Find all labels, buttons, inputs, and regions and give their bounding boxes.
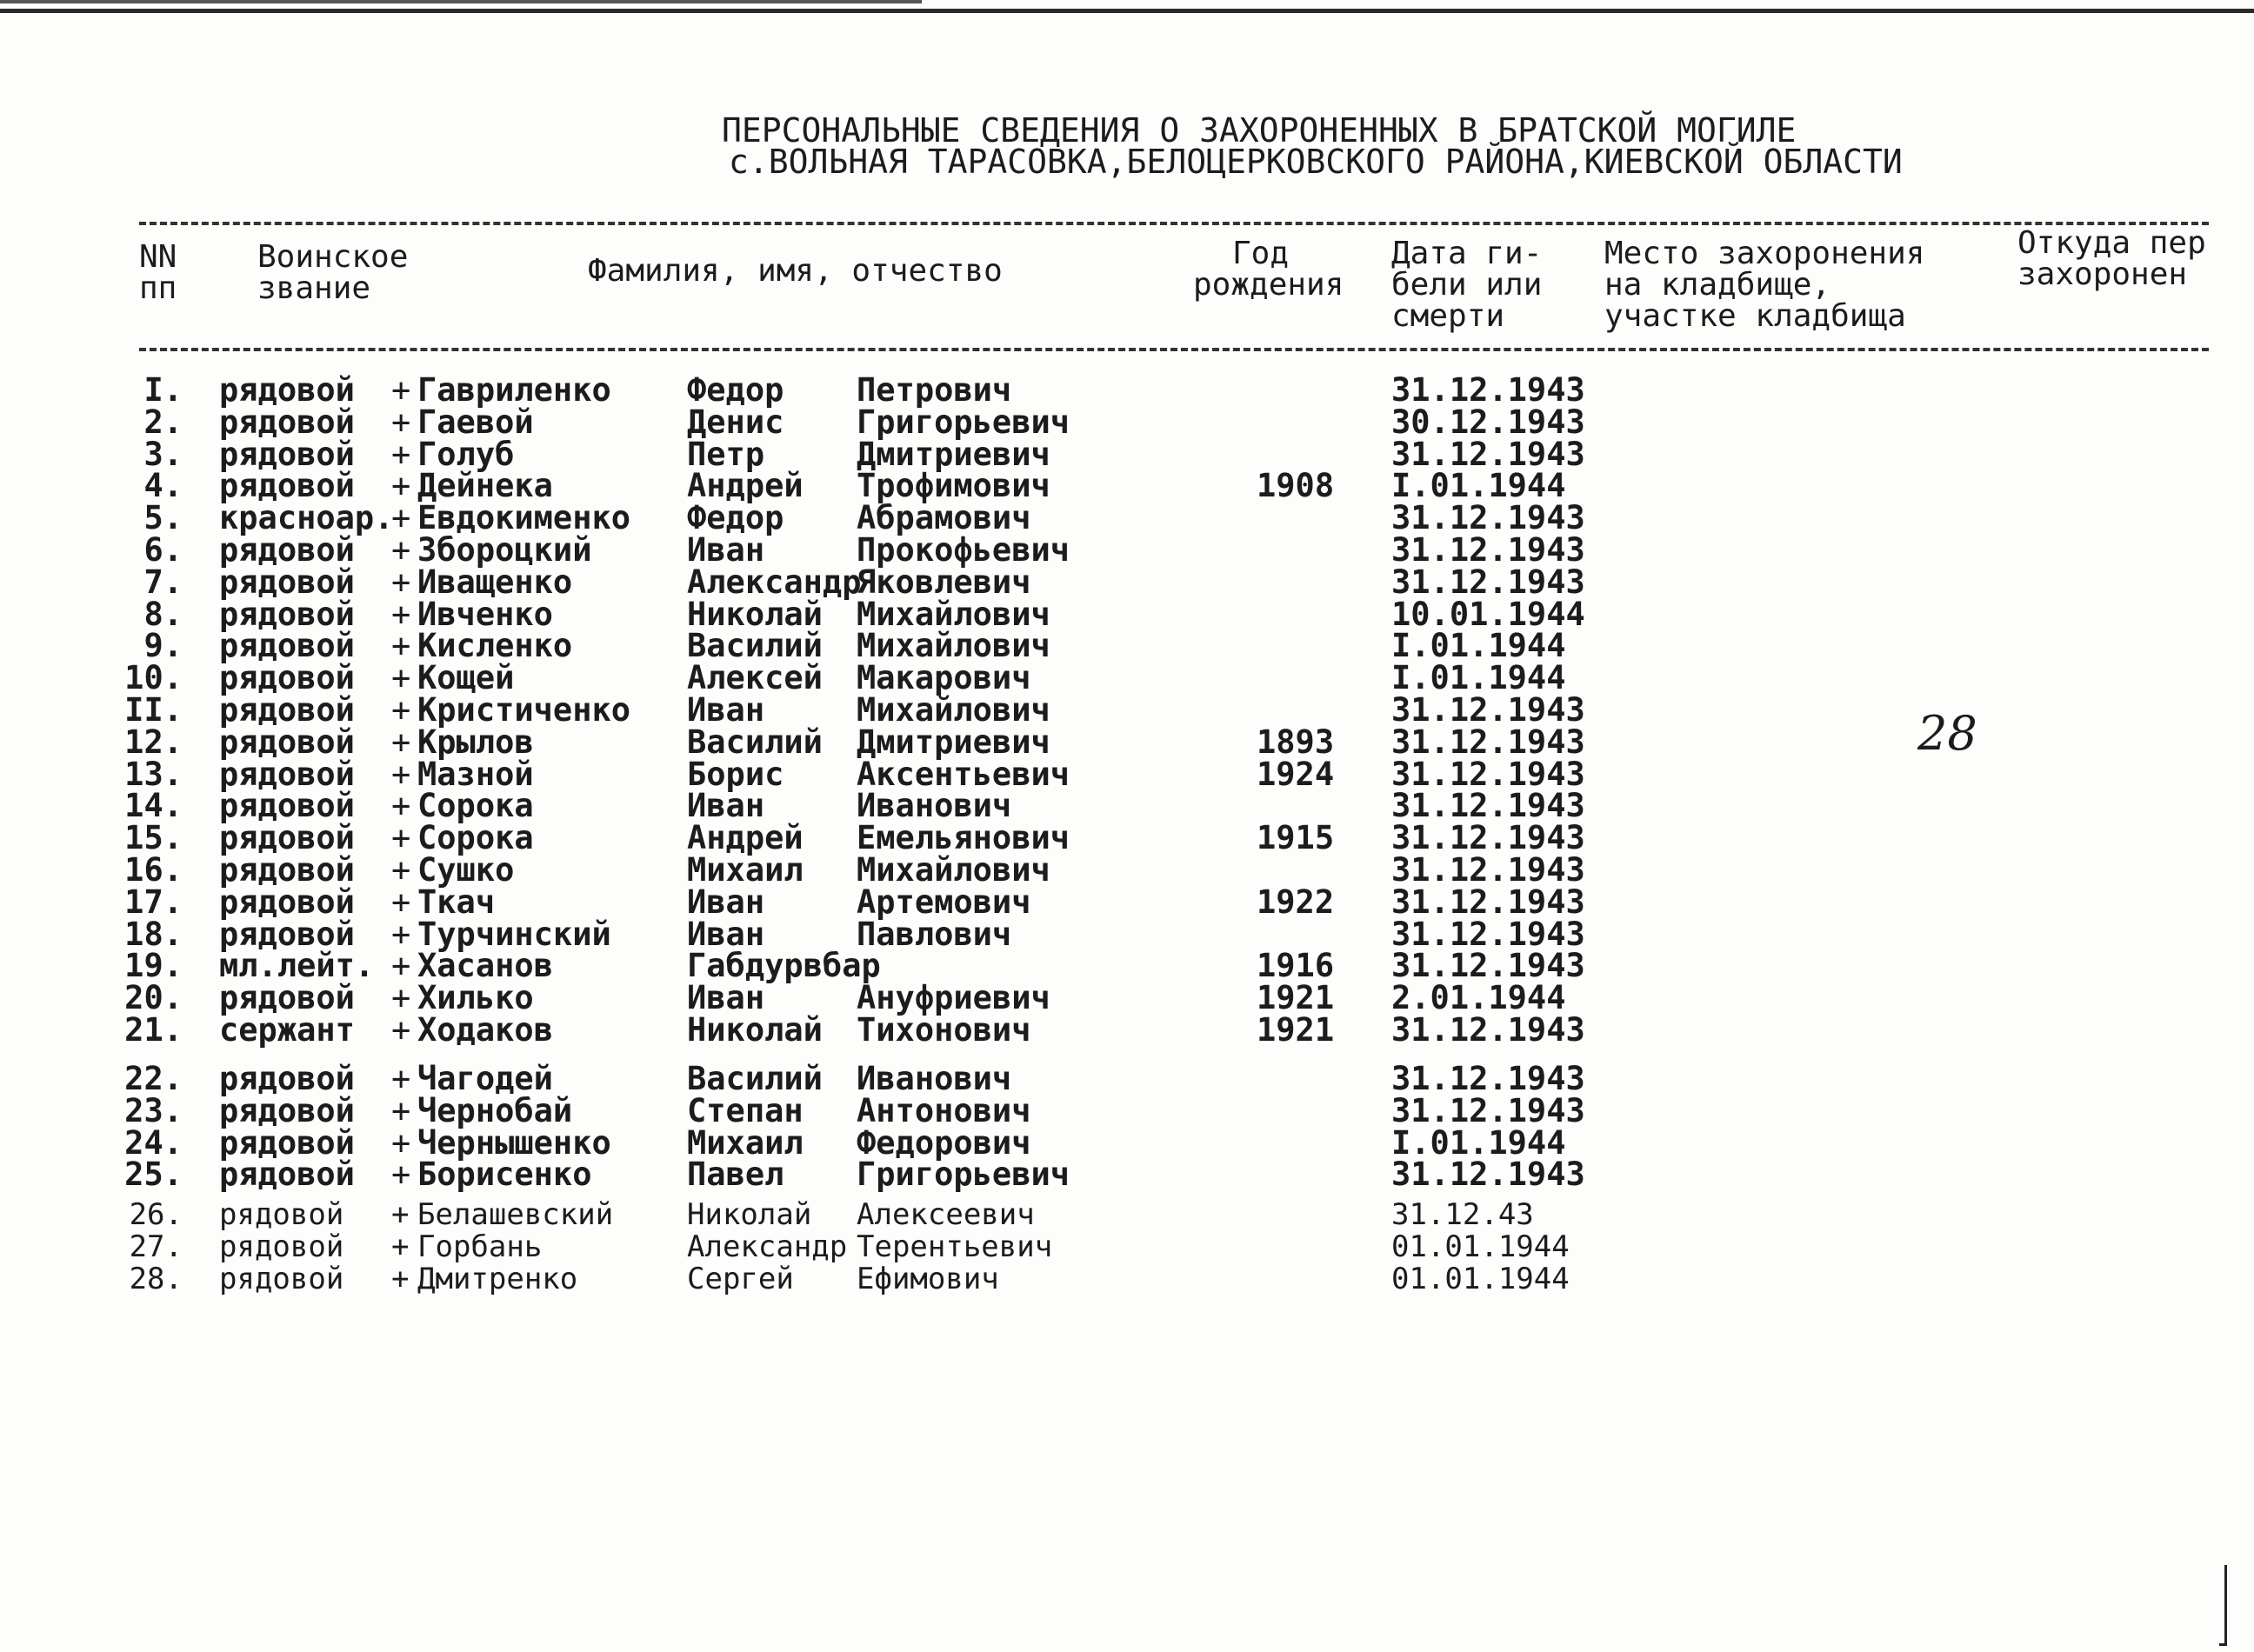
first-name: Николай (687, 1011, 823, 1049)
surname: Дмитренко (417, 1262, 578, 1296)
header-birth-year: Год рождения (1193, 236, 1344, 303)
cross-mark: + (391, 627, 411, 665)
patronymic: Михайлович (857, 595, 1050, 633)
rank: рядовой (219, 467, 355, 505)
first-name: Иван (687, 979, 765, 1017)
row-number: 7. (143, 563, 183, 601)
first-name: Николай (687, 595, 823, 633)
cross-mark: + (391, 595, 411, 633)
rank: рядовой (219, 435, 355, 473)
death-date: 2.01.1944 (1391, 979, 1566, 1017)
rank: рядовой (219, 723, 355, 761)
patronymic: Михайлович (857, 851, 1050, 889)
rank: рядовой (219, 1229, 344, 1264)
first-name: Василий (687, 1060, 823, 1097)
first-name: Габдурвбар (687, 947, 881, 985)
birth-year: 1924 (1257, 755, 1335, 793)
row-number: 25. (124, 1156, 183, 1194)
rank: рядовой (219, 627, 355, 665)
death-date: 31.12.1943 (1391, 723, 1585, 761)
header-full-name: Фамилия, имя, отчество (588, 253, 1003, 289)
surname: Кристиченко (417, 691, 631, 729)
header-burial-place: Место захоронения на кладбище, участке кладбища (1604, 236, 1925, 334)
table-row (0, 851, 2254, 889)
rank: мл.лейт. (219, 947, 375, 985)
cross-mark: + (391, 403, 411, 441)
row-number: 8. (143, 595, 183, 633)
patronymic: Трофимович (857, 467, 1050, 505)
row-number: 2. (143, 403, 183, 441)
surname: Гавриленко (417, 371, 611, 409)
row-number: 5. (143, 499, 183, 537)
surname: Кисленко (417, 627, 573, 665)
first-name: Федор (687, 499, 784, 537)
death-date: 31.12.1943 (1391, 435, 1585, 473)
first-name: Сергей (687, 1262, 794, 1296)
row-number: 4. (143, 467, 183, 505)
death-date: 31.12.1943 (1391, 1156, 1585, 1194)
surname: Ивченко (417, 595, 553, 633)
surname: Крылов (417, 723, 534, 761)
table-row (0, 915, 2254, 953)
cross-mark: + (391, 1011, 411, 1049)
patronymic: Ануфриевич (857, 979, 1050, 1017)
birth-year: 1921 (1257, 1011, 1335, 1049)
rank: рядовой (219, 915, 355, 953)
rank: рядовой (219, 563, 355, 601)
death-date: 31.12.1943 (1391, 787, 1585, 825)
row-number: 18. (124, 915, 183, 953)
death-date: 10.01.1944 (1391, 595, 1585, 633)
cross-mark: + (391, 499, 411, 537)
surname: Збороцкий (417, 531, 592, 569)
surname: Голуб (417, 435, 515, 473)
table-row (0, 949, 2254, 983)
row-number: 26. (129, 1197, 183, 1232)
table-row (0, 467, 2254, 505)
patronymic: Дмитриевич (857, 435, 1050, 473)
row-number: 20. (124, 979, 183, 1017)
patronymic: Михайлович (857, 691, 1050, 729)
death-date: 31.12.1943 (1391, 531, 1585, 569)
table-row (0, 1011, 2254, 1049)
surname: Кощей (417, 659, 515, 697)
cross-mark: + (391, 531, 411, 569)
first-name: Андрей (687, 467, 804, 505)
cross-mark: + (391, 1156, 411, 1194)
surname: Дейнека (417, 467, 553, 505)
surname: Хасанов (417, 947, 553, 985)
death-date: 31.12.1943 (1391, 819, 1585, 857)
patronymic: Яковлевич (857, 563, 1031, 601)
table-row (0, 1198, 2254, 1231)
table-row (0, 979, 2254, 1017)
death-date: I.01.1944 (1391, 1123, 1566, 1162)
patronymic: Прокофьевич (857, 531, 1070, 569)
table-row (0, 499, 2254, 537)
patronymic: Терентьевич (857, 1229, 1053, 1264)
death-date: 31.12.1943 (1391, 1091, 1585, 1129)
patronymic: Макарович (857, 659, 1031, 697)
table-row (0, 531, 2254, 569)
death-date: 31.12.1943 (1391, 499, 1585, 537)
table-row (0, 691, 2254, 729)
first-name: Василий (687, 723, 823, 761)
surname: Хилько (417, 979, 534, 1017)
surname: Гаевой (417, 403, 534, 441)
row-number: 14. (124, 787, 183, 825)
surname: Борисенко (417, 1156, 592, 1194)
table-row (0, 659, 2254, 697)
patronymic: Михайлович (857, 627, 1050, 665)
scan-mark (2219, 1565, 2227, 1646)
surname: Чагодей (417, 1060, 553, 1097)
patronymic: Аксентьевич (857, 755, 1070, 793)
first-name: Денис (687, 403, 784, 441)
first-name: Василий (687, 627, 823, 665)
row-number: 22. (124, 1060, 183, 1097)
rank: рядовой (219, 1123, 355, 1162)
death-date: 31.12.1943 (1391, 1011, 1585, 1049)
first-name: Александр (687, 1229, 848, 1264)
row-number: 16. (124, 851, 183, 889)
cross-mark: + (391, 851, 411, 889)
first-name: Петр (687, 435, 765, 473)
header-number: NN пп (139, 239, 177, 306)
rank: рядовой (219, 1262, 344, 1296)
patronymic: Алексеевич (857, 1197, 1035, 1232)
rank: рядовой (219, 371, 355, 409)
birth-year: 1915 (1257, 819, 1335, 857)
death-date: I.01.1944 (1391, 627, 1566, 665)
cross-mark: + (391, 755, 411, 793)
surname: Сорока (417, 819, 534, 857)
handwritten-note: 28 (1917, 706, 1977, 761)
patronymic: Абрамович (857, 499, 1031, 537)
rank: рядовой (219, 595, 355, 633)
cross-mark: + (391, 723, 411, 761)
row-number: 10. (124, 659, 183, 697)
first-name: Борис (687, 755, 784, 793)
rank: рядовой (219, 1197, 344, 1232)
first-name: Алексей (687, 659, 823, 697)
rank: рядовой (219, 1060, 355, 1097)
patronymic: Федорович (857, 1123, 1031, 1162)
table-row (0, 1156, 2254, 1194)
rank: рядовой (219, 787, 355, 825)
row-number: 23. (124, 1091, 183, 1129)
table-row (0, 629, 2254, 663)
table-row (0, 371, 2254, 409)
cross-mark: + (391, 1262, 410, 1296)
cross-mark: + (391, 1060, 411, 1097)
first-name: Иван (687, 787, 765, 825)
table-row (0, 755, 2254, 793)
row-number: 13. (124, 755, 183, 793)
death-date: 01.01.1944 (1391, 1229, 1570, 1264)
surname: Чернышенко (417, 1123, 611, 1162)
death-date: 01.01.1944 (1391, 1262, 1570, 1296)
first-name: Александр (687, 563, 862, 601)
death-date: 31.12.1943 (1391, 563, 1585, 601)
patronymic: Антонович (857, 1091, 1031, 1129)
rank: рядовой (219, 531, 355, 569)
table-row (0, 1091, 2254, 1129)
table-row (0, 789, 2254, 823)
table-row (0, 595, 2254, 633)
surname: Сорока (417, 787, 534, 825)
first-name: Михаил (687, 851, 804, 889)
death-date: 31.12.1943 (1391, 371, 1585, 409)
death-date: 31.12.1943 (1391, 915, 1585, 953)
patronymic: Иванович (857, 1060, 1012, 1097)
row-number: I. (143, 371, 183, 409)
patronymic: Павлович (857, 915, 1012, 953)
rank: рядовой (219, 851, 355, 889)
row-number: 9. (143, 627, 183, 665)
birth-year: 1916 (1257, 947, 1335, 985)
table-row (0, 563, 2254, 601)
first-name: Федор (687, 371, 784, 409)
row-number: 6. (143, 531, 183, 569)
death-date: 31.12.43 (1391, 1197, 1534, 1232)
table-row (0, 403, 2254, 441)
death-date: 31.12.1943 (1391, 1060, 1585, 1097)
surname: Ходаков (417, 1011, 553, 1049)
death-date: 31.12.1943 (1391, 883, 1585, 921)
row-number: 17. (124, 883, 183, 921)
surname: Иващенко (417, 563, 573, 601)
row-number: 19. (124, 947, 183, 985)
birth-year: 1908 (1257, 467, 1335, 505)
rank: рядовой (219, 691, 355, 729)
cross-mark: + (391, 1197, 410, 1232)
surname: Чернобай (417, 1091, 573, 1129)
death-date: I.01.1944 (1391, 659, 1566, 697)
death-date: 31.12.1943 (1391, 691, 1585, 729)
cross-mark: + (391, 1123, 411, 1162)
cross-mark: + (391, 883, 411, 921)
cross-mark: + (391, 563, 411, 601)
patronymic: Тихонович (857, 1011, 1031, 1049)
title-line-2: с.ВОЛЬНАЯ ТАРАСОВКА,БЕЛОЦЕРКОВСКОГО РАЙОНА,КИЕВСКОЙ ОБЛАСТИ (729, 143, 1903, 181)
header-origin: Откуда пер захоронен (2017, 225, 2206, 292)
scan-edge (0, 9, 2254, 13)
cross-mark: + (391, 467, 411, 505)
first-name: Андрей (687, 819, 804, 857)
first-name: Павел (687, 1156, 784, 1194)
table-row (0, 1262, 2254, 1296)
death-date: 31.12.1943 (1391, 755, 1585, 793)
patronymic: Ефимович (857, 1262, 999, 1296)
patronymic: Петрович (857, 371, 1012, 409)
cross-mark: + (391, 435, 411, 473)
first-name: Иван (687, 531, 765, 569)
rank: рядовой (219, 883, 355, 921)
birth-year: 1922 (1257, 883, 1335, 921)
death-date: 30.12.1943 (1391, 403, 1585, 441)
first-name: Степан (687, 1091, 804, 1129)
first-name: Михаил (687, 1123, 804, 1162)
row-number: 12. (124, 723, 183, 761)
first-name: Иван (687, 883, 765, 921)
death-date: 31.12.1943 (1391, 947, 1585, 985)
death-date: 31.12.1943 (1391, 851, 1585, 889)
birth-year: 1893 (1257, 723, 1335, 761)
cross-mark: + (391, 1091, 411, 1129)
table-row (0, 1230, 2254, 1263)
patronymic: Иванович (857, 787, 1012, 825)
patronymic: Емельянович (857, 819, 1070, 857)
row-number: 3. (143, 435, 183, 473)
row-number: 27. (129, 1229, 183, 1264)
row-number: 24. (124, 1123, 183, 1162)
cross-mark: + (391, 371, 411, 409)
patronymic: Артемович (857, 883, 1031, 921)
cross-mark: + (391, 787, 411, 825)
first-name: Иван (687, 915, 765, 953)
cross-mark: + (391, 979, 411, 1017)
surname: Ткач (417, 883, 496, 921)
surname: Евдокименко (417, 499, 631, 537)
surname: Мазной (417, 755, 534, 793)
patronymic: Григорьевич (857, 1156, 1070, 1194)
cross-mark: + (391, 1229, 410, 1264)
rank: красноар. (219, 499, 394, 537)
row-number: 15. (124, 819, 183, 857)
cross-mark: + (391, 819, 411, 857)
table-row (0, 883, 2254, 921)
birth-year: 1921 (1257, 979, 1335, 1017)
rank: рядовой (219, 659, 355, 697)
header-top-rule (139, 222, 2209, 225)
table-row (0, 435, 2254, 473)
rank: рядовой (219, 819, 355, 857)
header-bottom-rule (139, 348, 2209, 351)
first-name: Иван (687, 691, 765, 729)
header-rank: Воинское звание (257, 239, 409, 306)
rank: рядовой (219, 755, 355, 793)
table-row (0, 819, 2254, 857)
surname: Турчинский (417, 915, 611, 953)
title-line-1: ПЕРСОНАЛЬНЫЕ СВЕДЕНИЯ О ЗАХОРОНЕННЫХ В БРАТСКОЙ МОГИЛЕ (722, 111, 1797, 150)
rank: рядовой (219, 1091, 355, 1129)
patronymic: Дмитриевич (857, 723, 1050, 761)
cross-mark: + (391, 947, 411, 985)
surname: Сушко (417, 851, 515, 889)
rank: сержант (219, 1011, 355, 1049)
rank: рядовой (219, 1156, 355, 1194)
table-row (0, 1123, 2254, 1162)
rank: рядовой (219, 403, 355, 441)
table-row (0, 723, 2254, 761)
row-number: 28. (129, 1262, 183, 1296)
surname: Белашевский (417, 1197, 614, 1232)
row-number: 21. (124, 1011, 183, 1049)
table-row (0, 1062, 2254, 1096)
cross-mark: + (391, 691, 411, 729)
rank: рядовой (219, 979, 355, 1017)
cross-mark: + (391, 915, 411, 953)
header-death-date: Дата ги- бели или смерти (1391, 236, 1543, 334)
scan-edge (0, 0, 922, 3)
death-date: I.01.1944 (1391, 467, 1566, 505)
surname: Горбань (417, 1229, 543, 1264)
cross-mark: + (391, 659, 411, 697)
row-number: II. (124, 691, 183, 729)
patronymic: Григорьевич (857, 403, 1070, 441)
first-name: Николай (687, 1197, 812, 1232)
